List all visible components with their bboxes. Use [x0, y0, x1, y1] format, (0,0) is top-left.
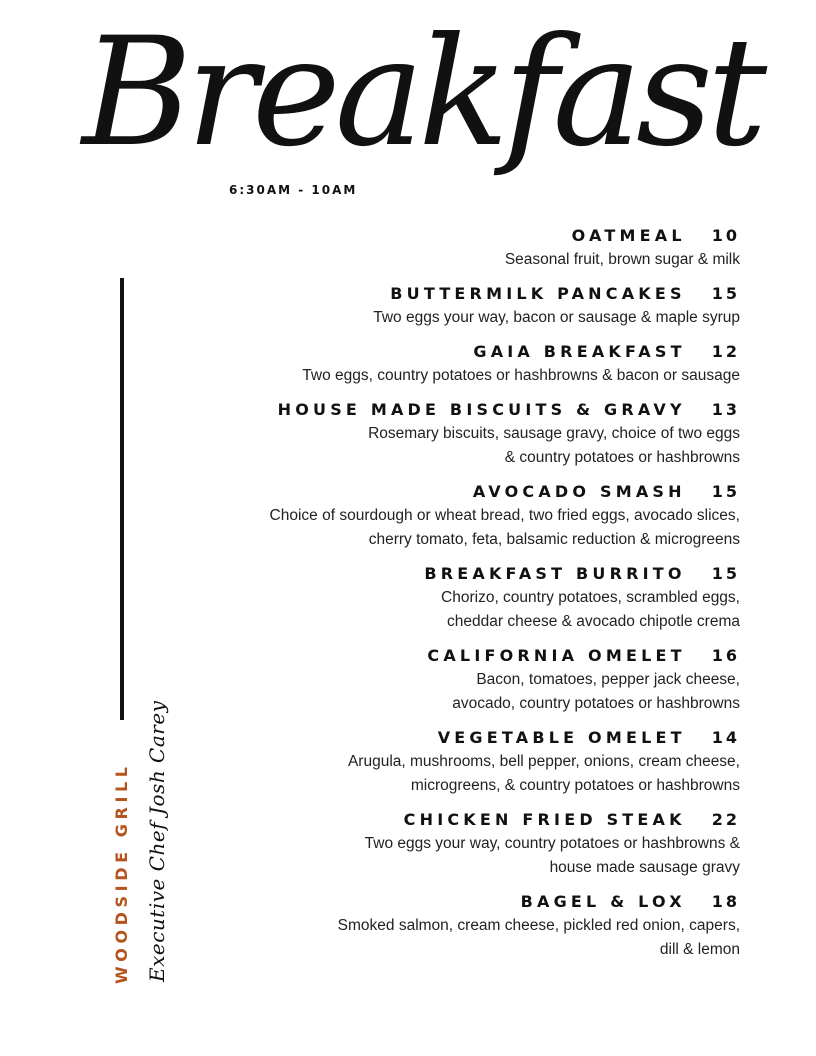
item-description: Rosemary biscuits, sausage gravy, choice of two eggs [368, 425, 740, 442]
item-name: BUTTERMILK PANCAKES [390, 284, 686, 303]
item-description: house made sausage gravy [549, 859, 740, 876]
menu-item [220, 890, 740, 962]
item-name: GAIA BREAKFAST [473, 342, 686, 361]
item-description: Smoked salmon, cream cheese, pickled red onion, capers, [337, 917, 740, 934]
item-price: 14 [711, 728, 740, 747]
restaurant-name: WOODSIDE GRILL [112, 762, 131, 984]
item-description: Bacon, tomatoes, pepper jack cheese, [476, 671, 740, 688]
item-description: Seasonal fruit, brown sugar & milk [504, 251, 740, 268]
item-description: Chorizo, country potatoes, scrambled eggs, [441, 589, 740, 606]
item-price: 22 [711, 810, 740, 829]
item-name: HOUSE MADE BISCUITS & GRAVY [277, 400, 686, 419]
item-description: avocado, country potatoes or hashbrowns [452, 695, 740, 712]
item-description: cheddar cheese & avocado chipotle crema [447, 613, 740, 630]
menu-item [220, 480, 740, 552]
menu-title: Breakfast [82, 6, 762, 180]
menu-item [220, 562, 740, 634]
item-description: dill & lemon [659, 941, 740, 958]
item-description: Two eggs your way, country potatoes or hashbrowns & [364, 835, 740, 852]
item-name: BREAKFAST BURRITO [424, 564, 686, 583]
serving-hours: 6:30AM - 10AM [229, 183, 358, 197]
menu-item [220, 644, 740, 716]
item-price: 13 [711, 400, 740, 419]
item-description: & country potatoes or hashbrowns [504, 449, 740, 466]
item-name: VEGETABLE OMELET [437, 728, 686, 747]
item-price: 18 [711, 892, 740, 911]
item-description: cherry tomato, feta, balsamic reduction & microgreens [368, 531, 740, 548]
menu-item [220, 398, 740, 470]
menu-item [220, 726, 740, 798]
menu-item [220, 224, 740, 272]
menu-item [220, 282, 740, 330]
item-description: Two eggs your way, bacon or sausage & maple syrup [373, 309, 740, 326]
item-price: 10 [711, 226, 740, 245]
item-name: CALIFORNIA OMELET [427, 646, 686, 665]
item-description: microgreens, & country potatoes or hashbrowns [410, 777, 740, 794]
item-name: AVOCADO SMASH [472, 482, 686, 501]
vertical-divider [120, 278, 124, 720]
item-price: 15 [711, 564, 740, 583]
item-description: Choice of sourdough or wheat bread, two fried eggs, avocado slices, [269, 507, 740, 524]
menu-item [220, 808, 740, 880]
item-price: 12 [711, 342, 740, 361]
item-name: BAGEL & LOX [520, 892, 686, 911]
item-name: CHICKEN FRIED STEAK [403, 810, 686, 829]
menu-list [220, 224, 740, 972]
item-price: 15 [711, 284, 740, 303]
item-description: Arugula, mushrooms, bell pepper, onions, cream cheese, [347, 753, 740, 770]
item-price: 16 [711, 646, 740, 665]
item-description: Two eggs, country potatoes or hashbrowns & bacon or sausage [302, 367, 740, 384]
chef-signature: Executive Chef Josh Carey [145, 700, 169, 982]
item-price: 15 [711, 482, 740, 501]
item-name: OATMEAL [571, 226, 686, 245]
menu-item [220, 340, 740, 388]
